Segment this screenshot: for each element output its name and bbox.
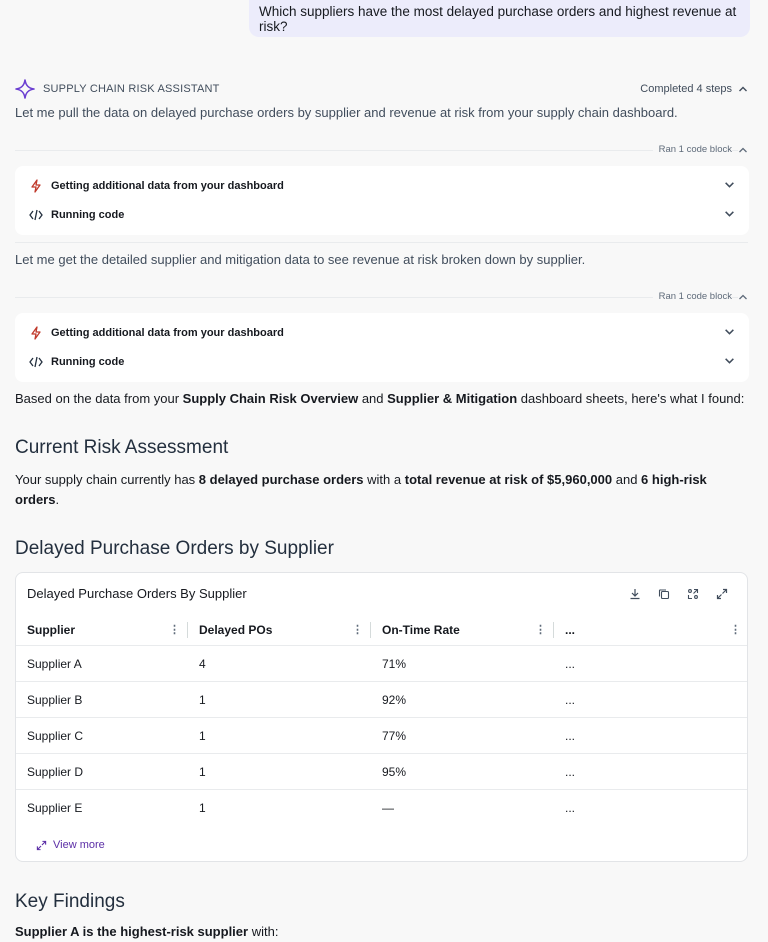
summary-part: Based on the data from your <box>15 391 183 406</box>
column-menu-icon[interactable]: ⋮ <box>535 624 546 636</box>
table-row <box>16 790 748 826</box>
view-more-label: View more <box>53 839 105 851</box>
findings-text <box>15 922 748 942</box>
table-card-actions <box>627 586 729 601</box>
table-cell: Supplier B <box>16 682 188 718</box>
findings-part: with: <box>248 924 279 939</box>
table-cell: 95% <box>371 754 554 790</box>
table-cell: 4 <box>188 646 371 682</box>
code-block-card <box>15 166 749 235</box>
ran-code-block-toggle[interactable] <box>653 144 748 155</box>
table-row <box>16 718 748 754</box>
lightning-icon <box>29 179 43 193</box>
chevron-down-icon <box>724 179 735 193</box>
table-cell: Supplier C <box>16 718 188 754</box>
table-cell: ... <box>554 754 748 790</box>
table-cell: 1 <box>188 754 371 790</box>
table-cell: 77% <box>371 718 554 754</box>
table-cell: 71% <box>371 646 554 682</box>
risk-highlight: 6 high-risk orders <box>15 472 707 507</box>
delayed-po-table <box>16 615 748 825</box>
ran-code-block-toggle[interactable] <box>653 291 748 302</box>
table-cell: ... <box>554 718 748 754</box>
assistant-header <box>15 80 748 98</box>
chevron-down-icon <box>724 355 735 369</box>
table-cell: Supplier A <box>16 646 188 682</box>
table-row <box>16 754 748 790</box>
chevron-up-icon <box>738 145 748 155</box>
summary-part: dashboard sheets, here's what I found: <box>517 391 745 406</box>
column-header-label: Delayed POs <box>199 623 273 637</box>
table-header-row <box>16 615 748 646</box>
divider <box>15 297 748 298</box>
table-row <box>16 682 748 718</box>
completed-steps-toggle[interactable] <box>640 83 748 95</box>
table-cell: — <box>371 790 554 826</box>
table-cell: ... <box>554 790 748 826</box>
risk-part: with a <box>363 472 405 487</box>
lightning-icon <box>29 326 43 340</box>
step-get-data[interactable] <box>29 176 735 196</box>
user-message-text: Which suppliers have the most delayed purchase orders and highest revenue at risk? <box>259 3 737 34</box>
step-label: Running code <box>51 209 125 221</box>
expand-icon <box>36 840 47 851</box>
column-header-label: ... <box>565 623 576 637</box>
column-header-label: Supplier <box>27 623 76 637</box>
chevron-up-icon <box>738 84 748 94</box>
column-header[interactable] <box>16 615 188 646</box>
table-cell: 1 <box>188 790 371 826</box>
delayed-po-table-card <box>15 572 748 862</box>
assistant-name: SUPPLY CHAIN RISK ASSISTANT <box>43 83 220 95</box>
step-running-code[interactable] <box>29 352 735 372</box>
column-header[interactable] <box>188 615 371 646</box>
sheet-name: Supplier & Mitigation <box>387 391 518 406</box>
code-block-card <box>15 313 749 382</box>
copy-icon[interactable] <box>656 586 671 601</box>
table-cell: ... <box>554 682 748 718</box>
findings-highlight: Supplier A is the highest-risk supplier <box>15 924 249 939</box>
completed-steps-label: Completed 4 steps <box>640 83 732 95</box>
section-heading: Delayed Purchase Orders by Supplier <box>15 538 334 559</box>
ran-code-block-label: Ran 1 code block <box>653 144 732 155</box>
step-label: Getting additional data from your dashboard <box>51 327 284 339</box>
assistant-intro: Let me pull the data on delayed purchase orders by supplier and revenue at risk from your supply chain dashboard. <box>15 105 678 120</box>
section-heading: Current Risk Assessment <box>15 437 229 458</box>
risk-summary-text <box>15 470 735 510</box>
column-menu-icon[interactable]: ⋮ <box>352 624 363 636</box>
section-heading: Key Findings <box>15 891 125 912</box>
table-cell: Supplier E <box>16 790 188 826</box>
risk-part: . <box>55 492 60 507</box>
summary-text <box>15 389 748 409</box>
column-menu-icon[interactable]: ⋮ <box>169 624 180 636</box>
step-get-data[interactable] <box>29 323 735 343</box>
chevron-down-icon <box>724 208 735 222</box>
step-label: Getting additional data from your dashboard <box>51 180 284 192</box>
table-card-title: Delayed Purchase Orders By Supplier <box>27 586 247 601</box>
table-cell: 92% <box>371 682 554 718</box>
table-row <box>16 646 748 682</box>
table-cell: 1 <box>188 718 371 754</box>
expand-icon[interactable] <box>714 586 729 601</box>
code-icon <box>29 209 43 221</box>
table-cell: 1 <box>188 682 371 718</box>
sparkle-icon <box>15 79 35 99</box>
summary-part: and <box>358 391 388 406</box>
assistant-second-message: Let me get the detailed supplier and mitigation data to see revenue at risk broken down by supplier. <box>15 252 586 267</box>
divider <box>15 242 748 243</box>
step-label: Running code <box>51 356 125 368</box>
risk-part: Your supply chain currently has <box>15 472 199 487</box>
ran-code-block-label: Ran 1 code block <box>653 291 732 302</box>
table-cell: Supplier D <box>16 754 188 790</box>
risk-part: and <box>612 472 642 487</box>
chevron-down-icon <box>724 326 735 340</box>
column-header-label: On-Time Rate <box>382 623 460 637</box>
share-icon[interactable] <box>685 586 700 601</box>
risk-highlight: total revenue at risk of $5,960,000 <box>404 472 613 487</box>
code-icon <box>29 356 43 368</box>
risk-highlight: 8 delayed purchase orders <box>198 472 364 487</box>
sheet-name: Supply Chain Risk Overview <box>182 391 359 406</box>
column-menu-icon[interactable]: ⋮ <box>730 624 741 636</box>
column-header[interactable] <box>554 615 748 646</box>
chevron-up-icon <box>738 292 748 302</box>
table-cell: ... <box>554 646 748 682</box>
view-more-link[interactable] <box>36 839 105 851</box>
download-icon[interactable] <box>627 586 642 601</box>
step-running-code[interactable] <box>29 205 735 225</box>
column-header[interactable] <box>371 615 554 646</box>
divider <box>15 150 748 151</box>
user-message-bubble <box>249 0 750 37</box>
